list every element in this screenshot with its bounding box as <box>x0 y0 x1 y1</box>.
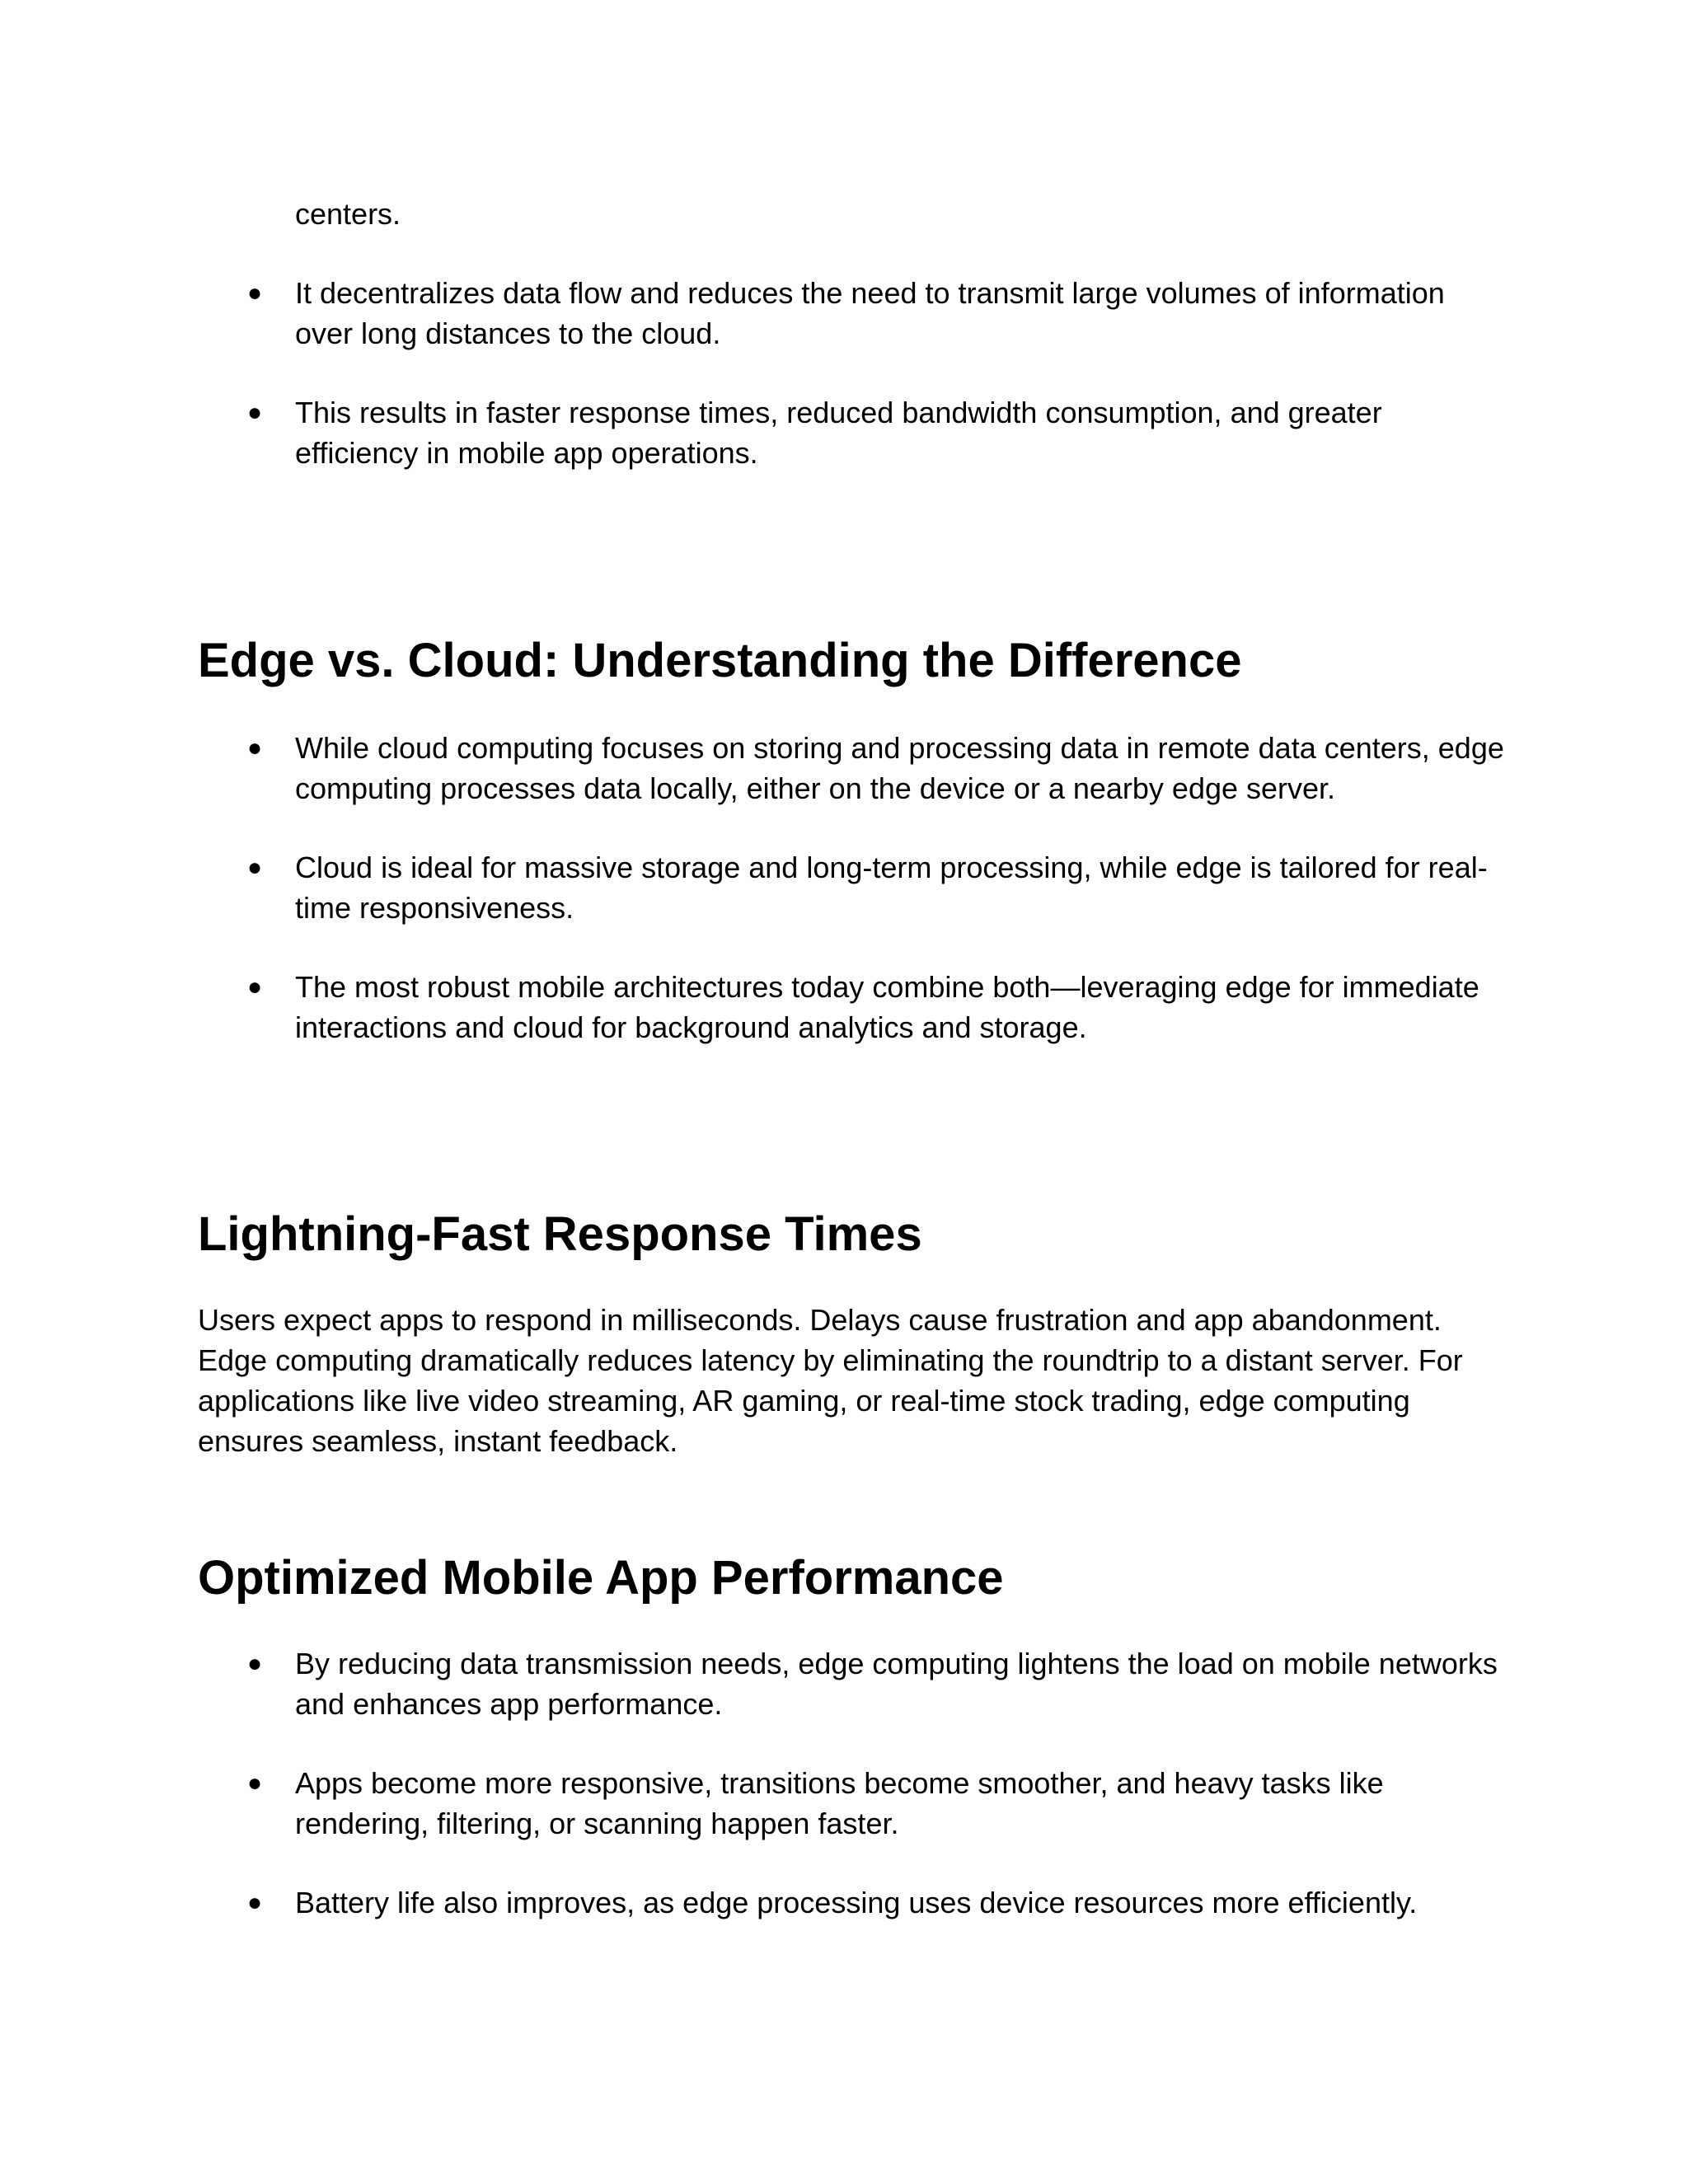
list-item-text: It decentralizes data flow and reduces the need to transmit large volumes of information over long distances to the cloud. <box>295 276 1445 350</box>
list-item-text: By reducing data transmission needs, edge computing lightens the load on mobile networks and enhances app performance. <box>295 1647 1498 1721</box>
section-heading: Optimized Mobile App Performance <box>198 1551 1004 1605</box>
list-item <box>0 728 1507 808</box>
list-item <box>0 392 1507 473</box>
list-item <box>0 1763 1507 1844</box>
edge-vs-cloud-bullet-list <box>0 728 1688 1086</box>
list-item <box>0 1643 1507 1724</box>
section-paragraph: Users expect apps to respond in milliseconds. Delays cause frustration and app abandonment. Edge computing dramatically reduces latency by eliminating the roundtrip to a distant server. For applications like live video streaming, AR gaming, or real-time stock trading, edge computing ensures seamless, instant feedback. <box>198 1303 1463 1458</box>
continuation-text: centers. <box>295 197 401 231</box>
list-item-text: This results in faster response times, reduced bandwidth consumption, and greater efficiency in mobile app operations. <box>295 396 1382 470</box>
list-item-text: Battery life also improves, as edge processing uses device resources more efficiently. <box>295 1886 1418 1919</box>
intro-bullet-list <box>0 273 1688 512</box>
list-item <box>0 847 1507 928</box>
bullet-icon: ● <box>247 973 263 1001</box>
list-item <box>0 273 1507 354</box>
bullet-icon: ● <box>247 399 263 426</box>
performance-bullet-list <box>0 1643 1688 1961</box>
list-item-text: Apps become more responsive, transitions become smoother, and heavy tasks like rendering, filtering, or scanning happen faster. <box>295 1766 1384 1840</box>
bullet-icon: ● <box>247 1650 263 1677</box>
section-heading: Lightning-Fast Response Times <box>198 1207 922 1261</box>
list-item-text: Cloud is ideal for massive storage and long-term processing, while edge is tailored for real-time responsiveness. <box>295 851 1488 925</box>
bullet-icon: ● <box>247 279 263 307</box>
bullet-icon: ● <box>247 734 263 762</box>
section-heading: Edge vs. Cloud: Understanding the Difference <box>198 634 1242 687</box>
list-item-text: The most robust mobile architectures today combine both—leveraging edge for immediate interactions and cloud for background analytics and storage. <box>295 970 1479 1044</box>
list-item-text: While cloud computing focuses on storing and processing data in remote data centers, edge computing processes data locally, either on the device or a nearby edge server. <box>295 731 1504 805</box>
list-item <box>0 1882 1507 1923</box>
bullet-icon: ● <box>247 1769 263 1797</box>
bullet-icon: ● <box>247 854 263 881</box>
list-item <box>0 967 1507 1047</box>
bullet-icon: ● <box>247 1889 263 1916</box>
